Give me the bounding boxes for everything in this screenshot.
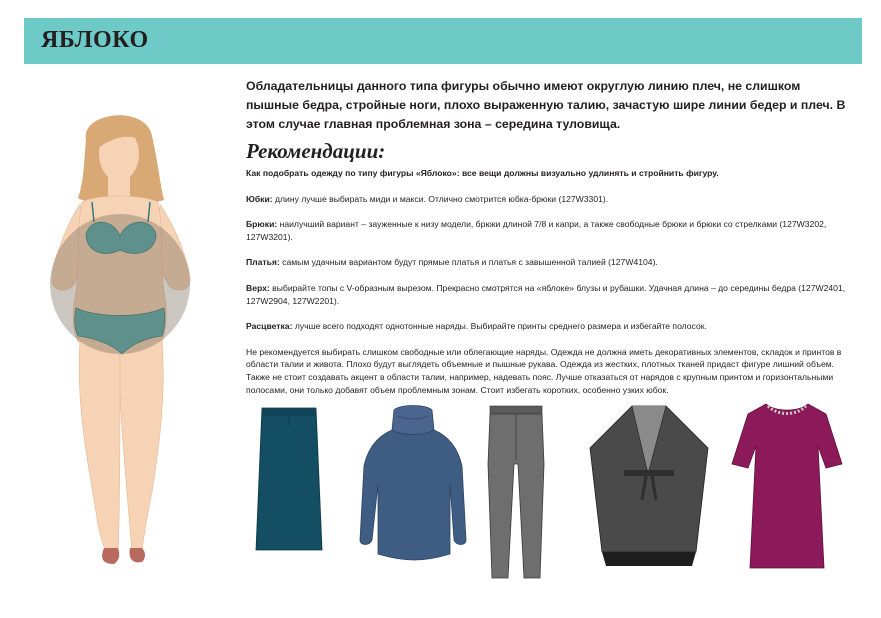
recommendation-label: Верх: (246, 282, 270, 293)
trousers-icon (484, 404, 548, 582)
recommendation-label: Юбки: (246, 193, 273, 204)
recommendation-text: лучше всего подходят однотонные наряды. Выбирайте принты среднего размера и избегайте полосок. (292, 321, 707, 332)
skirt-icon (252, 406, 326, 552)
recommendations-heading: Рекомендации: (246, 139, 386, 163)
recommendation-tops (246, 282, 858, 307)
intro-paragraph: Обладательницы данного типа фигуры обычно имеют округлую линию плеч, не слишком пышные бедра, стройные ноги, плохо выраженную талию, зачастую шире линии бедер и плеч. В этом случае главная проблемная зона – середина туловища. (246, 79, 846, 131)
recommendations-warning: Не рекомендуется выбирать слишком свободные или облегающие наряды. Одежда не должна иметь декоративных элементов, складок и принтов в области талии и живота. Плохо будут выглядеть объемные и пышные рукава. Одежда из жестких, плотных тканей придаст фигуре лишний объем. Также не стоит создавать акцент в области талии, например, надевать пояс. Лучше отказаться от нарядов с крупным принтом и горизонтальными полосами, они только добавят объем проблемным зонам. Стоит избегать коротких, особенно узких юбок. (246, 346, 842, 395)
header-bar (24, 18, 862, 64)
recommendation-text: длину лучше выбирать миди и макси. Отлично смотрится юбка-брюки (127W3301). (272, 193, 609, 204)
recommendation-text: самым удачным вариантом будут прямые платья и платья с завышенной талией (127W4104). (279, 257, 658, 268)
dress-icon (730, 400, 844, 570)
recommendation-dresses (246, 256, 858, 269)
recommendation-colors (246, 320, 858, 333)
recommendation-text: выбирайте топы с V-образным вырезом. Прекрасно смотрятся на «яблоке» блузы и рубашки. Удачная длина – до середины бедра (127W2401, 127W2904, 127W2201). (246, 282, 846, 306)
recommendation-text: наилучший вариант – зауженные к низу модели, брюки длиной 7/8 и капри, а также свободные брюки и брюки со стрелками (127W3202, 127W3201). (246, 219, 827, 242)
poncho-icon (588, 404, 710, 568)
recommendation-trousers (246, 218, 858, 243)
page-title: ЯБЛОКО (41, 27, 149, 53)
recommendation-skirts (246, 193, 858, 206)
recommendation-label: Платья: (246, 257, 280, 268)
recommendations-intro: Как подобрать одежду по типу фигуры «Яблоко»: все вещи должны визуально удлинять и стройнить фигуру. (246, 168, 719, 178)
apple-body-figure-illustration (28, 112, 218, 572)
recommendations-body (246, 167, 858, 396)
recommendation-label: Расцветка: (246, 321, 293, 332)
recommendation-label: Брюки: (246, 219, 278, 230)
sweater-icon (358, 404, 468, 564)
